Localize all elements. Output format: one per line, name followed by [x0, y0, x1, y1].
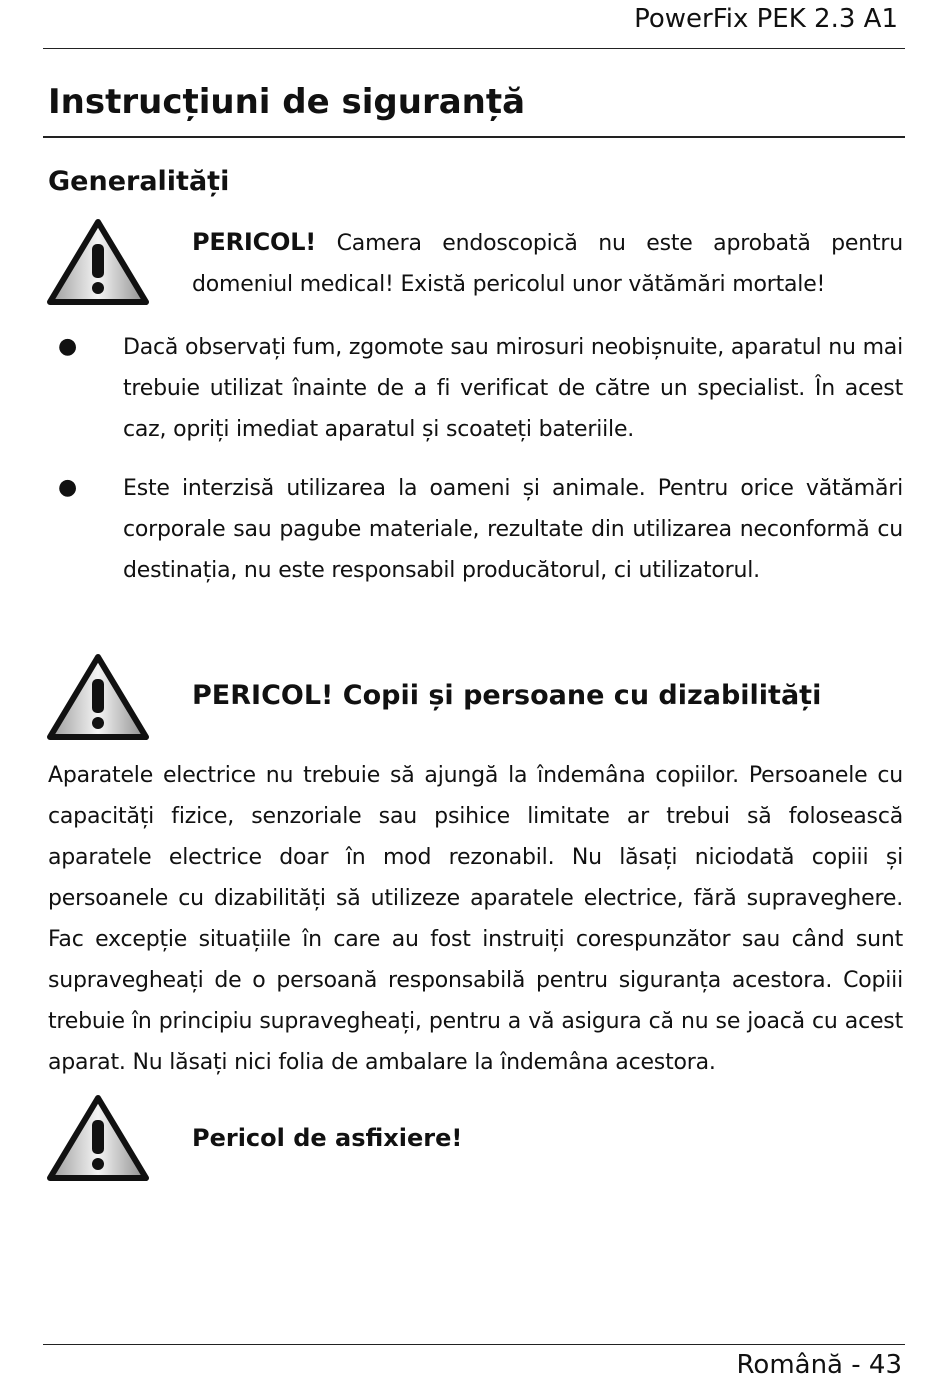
bullet-marker: ● [58, 334, 78, 359]
title-divider [43, 136, 905, 138]
warning-1-paragraph [192, 222, 903, 305]
bullet-item-text: Dacă observați fum, zgomote sau mirosuri neobișnuite, aparatul nu mai trebuie utilizat înainte de a fi verificat de către un specialist. În acest caz, opriți imediat aparatul și scoateți bateriile. [123, 335, 903, 442]
section-title: Generalități [48, 166, 230, 197]
warning-1-text: Camera endoscopică nu este aprobată pentru domeniul medical! Există pericolul unor vătămări mortale! [192, 231, 904, 297]
warning-2-paragraph: Aparatele electrice nu trebuie să ajungă la îndemâna copiilor. Persoanele cu capacități fizice, senzoriale sau psihice limitate ar trebui să folosească aparatele electrice doar în mod rezonabil. Nu lăsați niciodată copiii și persoanele cu dizabilități să utilizeze aparatele electrice, fără supraveghere. Fac excepție situațiile în care au fost instruiți corespunzător sau când sunt supravegheați de o persoană responsabilă pentru siguranța acestora. Copiii trebuie în principiu supravegheați, pentru a vă asigura că nu se joacă cu acest aparat. Nu lăsați nici folia de ambalare la îndemâna acestora. [48, 763, 903, 1075]
danger-label: PERICOL! [192, 228, 317, 256]
bullet-item-text: Este interzisă utilizarea la oameni și animale. Pentru orice vătămări corporale sau pagube materiale, rezultate din utilizarea neconformă cu destinația, nu este responsabil producătorul, ci utilizatorul. [123, 476, 903, 583]
warning-2-heading: PERICOL! Copii și persoane cu dizabilități [192, 680, 822, 711]
header-divider [43, 48, 905, 49]
footer-divider [43, 1344, 905, 1345]
warning-3-heading: Pericol de asfixiere! [192, 1124, 463, 1152]
document-header-title: PowerFix PEK 2.3 A1 [634, 4, 898, 34]
warning-triangle-icon [46, 1094, 150, 1182]
page-title: Instrucțiuni de siguranță [48, 82, 526, 122]
warning-triangle-icon [46, 218, 150, 306]
warning-triangle-icon [46, 653, 150, 741]
page-number-footer: Română - 43 [736, 1350, 902, 1380]
bullet-marker: ● [58, 475, 78, 500]
